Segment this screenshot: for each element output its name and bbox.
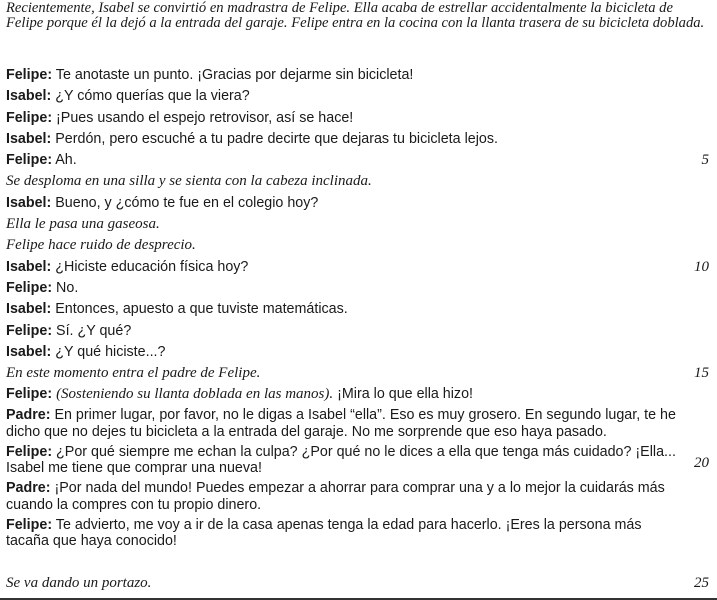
inline-stage-direction: (Sosteniendo su llanta doblada en las manos). — [56, 386, 334, 403]
speaker-name: Padre: — [6, 407, 51, 424]
speaker-name: Felipe: — [6, 386, 53, 403]
dialogue-line — [6, 150, 711, 171]
dialogue-script — [6, 65, 711, 594]
dialogue-line — [6, 406, 711, 443]
speaker-name: Isabel: — [6, 88, 52, 105]
speaker-name: Felipe: — [6, 152, 53, 169]
speaker-name: Felipe: — [6, 67, 53, 83]
stage-direction-text: Ella le pasa una gaseosa. — [6, 216, 160, 233]
intro-paragraph: Recientemente, Isabel se convirtió en madrastra de Felipe. Ella acaba de estrellar accidentalmente la bicicleta de Felipe porque él la dejó a la entrada del garaje. Felipe entra en la cocina con la llanta trasera de su bicicleta doblada. — [6, 0, 705, 31]
speaker-name: Isabel: — [6, 343, 52, 360]
dialogue-text: Te anotaste un punto. ¡Gracias por dejarme sin bicicleta! — [52, 67, 414, 83]
speaker-name: Padre: — [6, 480, 51, 497]
dialogue-text: No. — [52, 279, 79, 296]
dialogue-line — [6, 65, 711, 86]
dialogue-line — [6, 257, 711, 278]
stage-direction — [6, 363, 711, 384]
dialogue-text: ¿Hiciste educación física hoy? — [51, 258, 249, 275]
dialogue-line — [6, 515, 711, 552]
dialogue-text: En primer lugar, por favor, no le digas a Isabel “ella”. Eso es muy grosero. En segundo lugar, te he dicho que no dejes tu bicicleta a la entrada del garaje. No me sorprende que eso haya pasado. — [6, 407, 676, 440]
dialogue-text: Sí. ¿Y qué? — [52, 322, 132, 339]
speaker-name: Isabel: — [6, 130, 52, 147]
stage-direction — [6, 171, 711, 192]
dialogue-line — [6, 442, 711, 479]
stage-direction — [6, 214, 711, 235]
dialogue-line — [6, 321, 711, 342]
dialogue-text: Perdón, pero escuché a tu padre decirte que dejaras tu bicicleta lejos. — [51, 130, 498, 147]
dialogue-line — [6, 342, 711, 363]
dialogue-text: ¡Mira lo que ella hizo! — [333, 386, 473, 403]
speaker-name: Isabel: — [6, 301, 52, 318]
line-number: 15 — [694, 365, 709, 382]
dialogue-line — [6, 299, 711, 320]
dialogue-line — [6, 384, 711, 405]
speaker-name: Isabel: — [6, 194, 52, 211]
speaker-name: Felipe: — [6, 109, 53, 126]
stage-direction — [6, 235, 711, 256]
dialogue-text: ¡Pues usando el espejo retrovisor, así se hace! — [52, 109, 354, 126]
spacer — [6, 552, 711, 573]
stage-direction-text: En este momento entra el padre de Felipe. — [6, 365, 261, 382]
dialogue-line — [6, 193, 711, 214]
line-number: 10 — [694, 258, 709, 275]
speaker-name: Felipe: — [6, 279, 53, 296]
dialogue-line — [6, 129, 711, 150]
line-number: 25 — [694, 574, 709, 591]
speaker-name: Isabel: — [6, 258, 52, 275]
dialogue-text: Te advierto, me voy a ir de la casa apenas tenga la edad para hacerlo. ¡Eres la persona más tacaña que haya conocido! — [6, 516, 642, 550]
dialogue-text: ¿Y qué hiciste...? — [51, 343, 166, 360]
dialogue-text: Entonces, apuesto a que tuviste matemáticas. — [51, 301, 348, 318]
dialogue-line — [6, 278, 711, 299]
line-number: 20 — [694, 455, 709, 472]
dialogue-text: ¿Por qué siempre me echan la culpa? ¿Por qué no le dices a ella que tenga más cuidado? ¡Ella... Isabel me tiene que comprar una nueva! — [6, 443, 676, 477]
dialogue-line — [6, 479, 711, 516]
speaker-name: Felipe: — [6, 443, 53, 460]
dialogue-text: ¿Y cómo querías que la viera? — [51, 88, 250, 105]
speaker-name: Felipe: — [6, 322, 53, 339]
dialogue-line — [6, 108, 711, 129]
stage-direction-text: Felipe hace ruido de desprecio. — [6, 237, 196, 254]
line-number: 5 — [701, 152, 709, 169]
speaker-name: Felipe: — [6, 516, 53, 533]
dialogue-text: Bueno, y ¿cómo te fue en el colegio hoy? — [51, 194, 319, 211]
dialogue-text: ¡Por nada del mundo! Puedes empezar a ahorrar para comprar una y a lo mejor la cuidarás más cuando la compres con tu propio dinero. — [6, 480, 665, 513]
dialogue-line — [6, 86, 711, 107]
stage-direction-text: Se va dando un portazo. — [6, 574, 152, 591]
stage-direction-text: Se desploma en una silla y se sienta con la cabeza inclinada. — [6, 173, 372, 190]
dialogue-text: Ah. — [52, 152, 77, 169]
stage-direction — [6, 573, 711, 594]
